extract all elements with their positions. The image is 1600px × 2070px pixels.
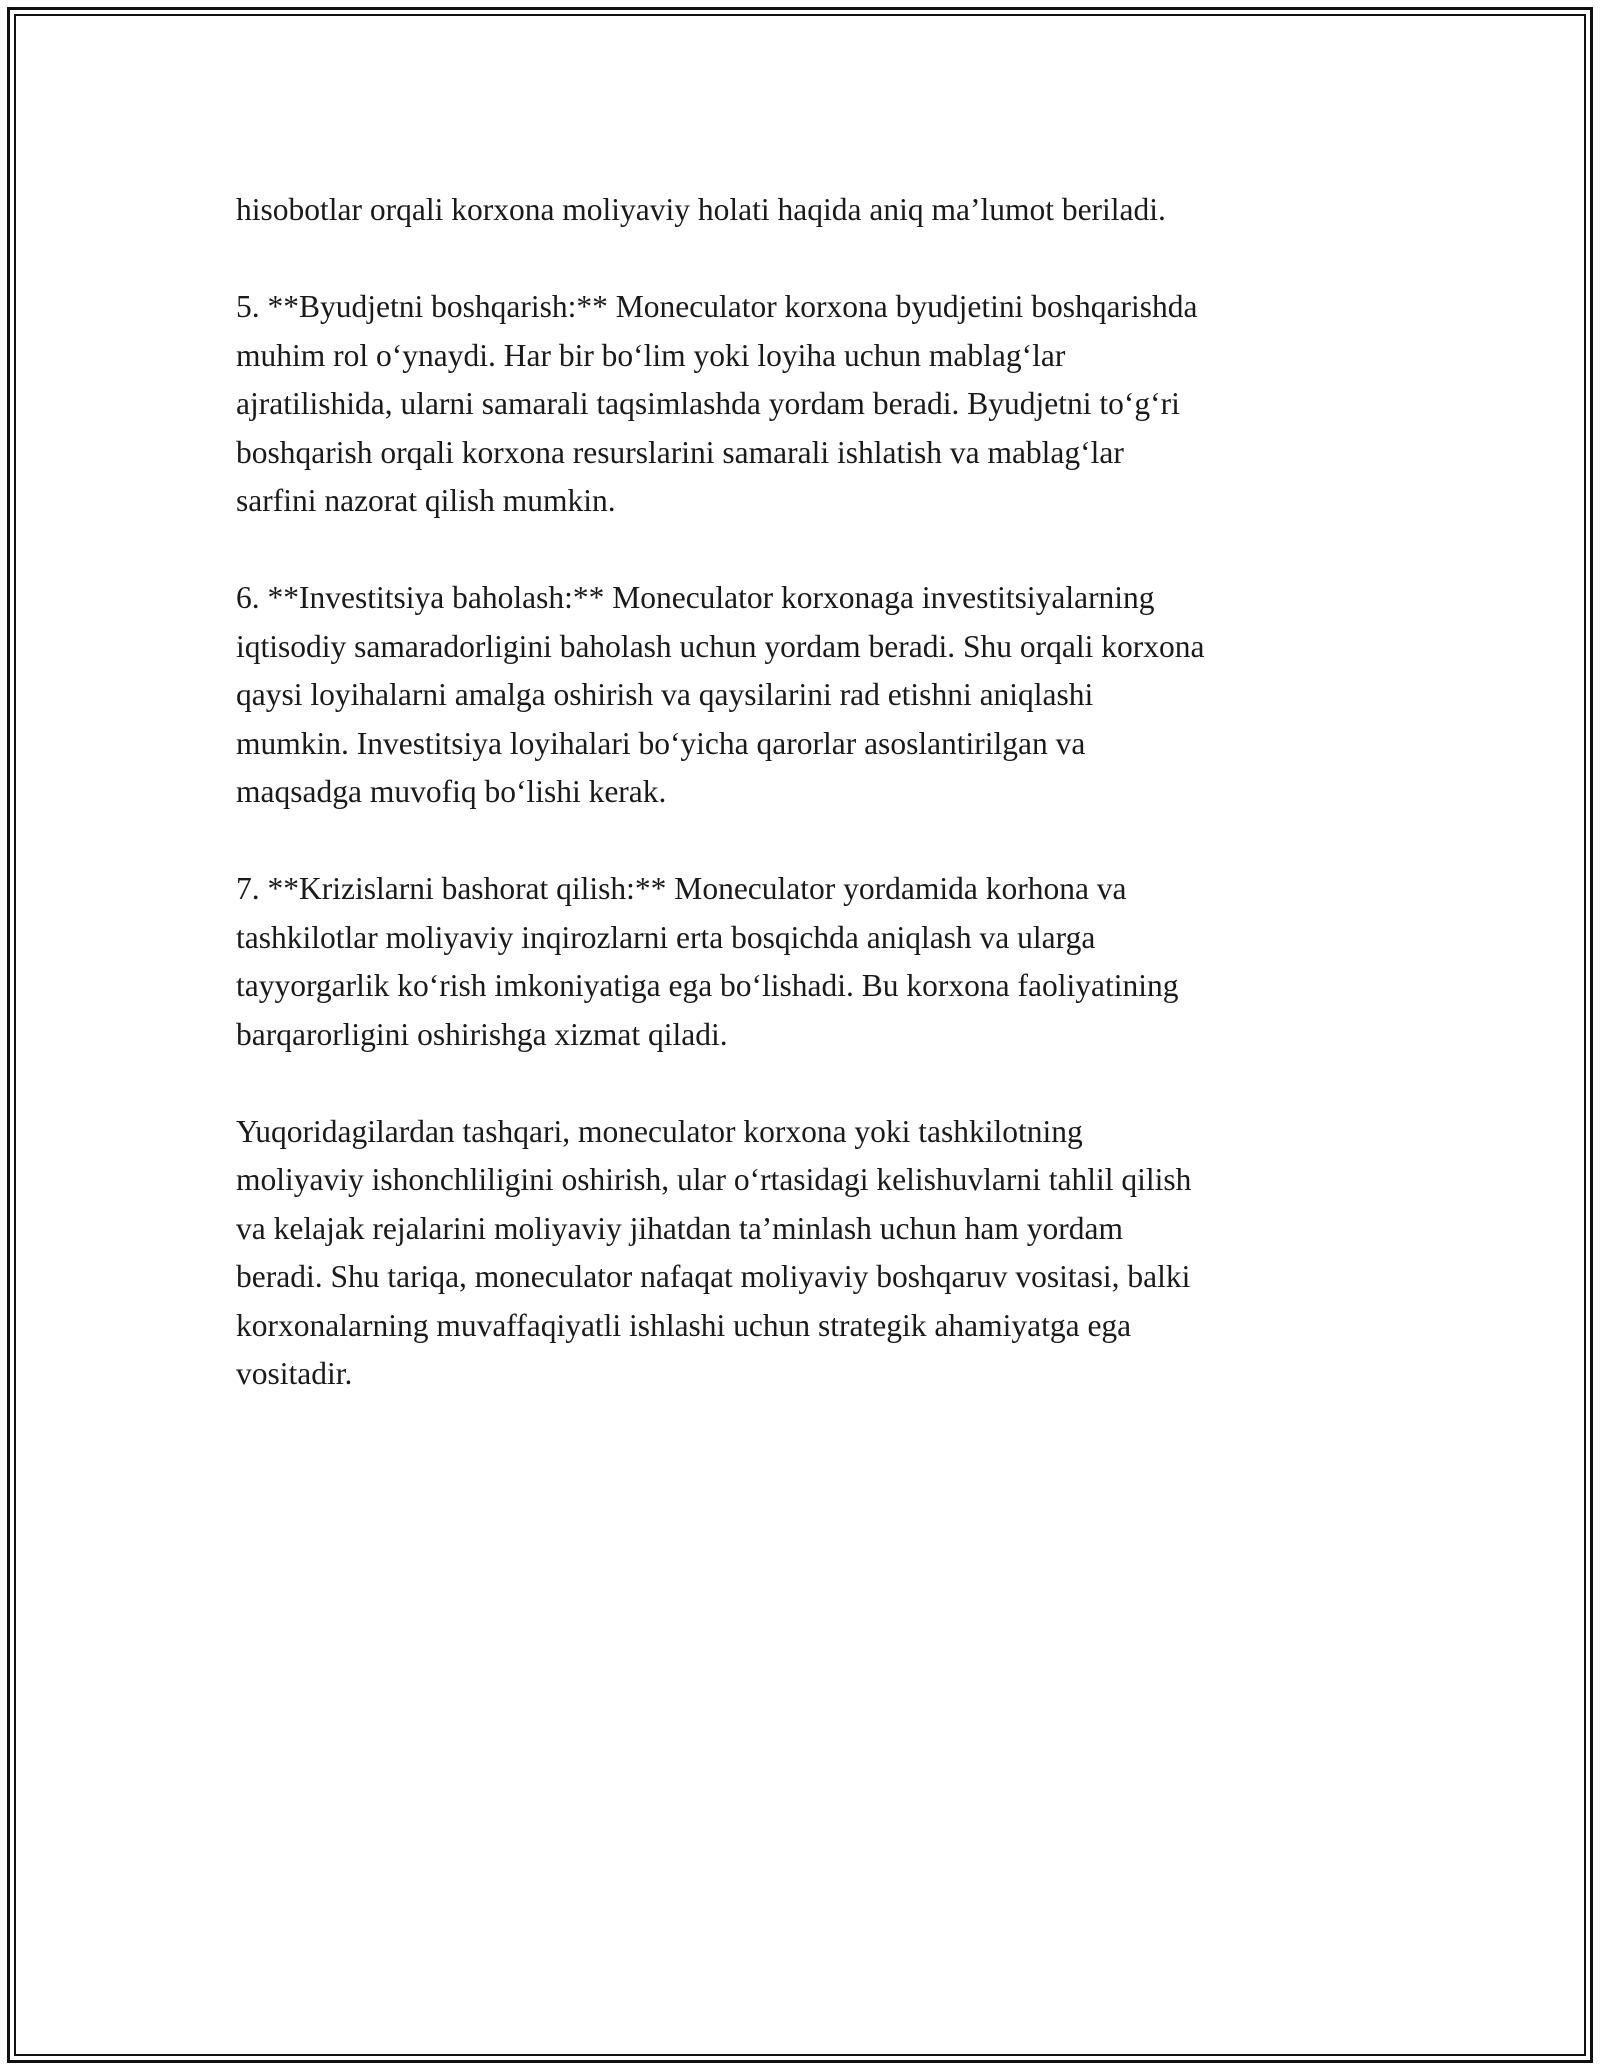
document-body: [236, 186, 1381, 1447]
paragraph-budget-management: 5. **Byudjetni boshqarish:** Moneculator korxona byudjetini boshqarishda muhim rol o‘ynaydi. Har bir bo‘lim yoki loyiha uchun mablag‘lar ajratilishida, ularni samarali taqsimlashda yordam beradi. Byudjetni to‘g‘ri boshqarish orqali korxona resurslarini samarali ishlatish va mablag‘lar sarfini nazorat qilish mumkin.: [236, 289, 1198, 518]
paragraph-conclusion: Yuqoridagilardan tashqari, moneculator korxona yoki tashkilotning moliyaviy ishonchliligini oshirish, ular o‘rtasidagi kelishuvlarni tahlil qilish va kelajak rejalarini moliyaviy jihatdan ta’minlash uchun ham yordam beradi. Shu tariqa, moneculator nafaqat moliyaviy boshqaruv vositasi, balki korxonalarning muvaffaqiyatli ishlashi uchun strategik ahamiyatga ega vositadir.: [236, 1113, 1192, 1391]
paragraph-investment-evaluation: 6. **Investitsiya baholash:** Moneculator korxonaga investitsiyalarning iqtisodiy samaradorligini baholash uchun yordam beradi. Shu orqali korxona qaysi loyihalarni amalga oshirish va qaysilarini rad etishni aniqlashi mumkin. Investitsiya loyihalari bo‘yicha qarorlar asoslantirilgan va maqsadga muvofiq bo‘lishi kerak.: [236, 580, 1205, 809]
paragraph-crisis-forecasting: 7. **Krizislarni bashorat qilish:** Moneculator yordamida korhona va tashkilotlar moliyaviy inqirozlarni erta bosqichda aniqlash va ularga tayyorgarlik ko‘rish imkoniyatiga ega bo‘lishadi. Bu korxona faoliyatining barqarorligini oshirishga xizmat qiladi.: [236, 871, 1179, 1052]
paragraph-continuation: hisobotlar orqali korxona moliyaviy holati haqida aniq ma’lumot beriladi.: [236, 192, 1166, 227]
